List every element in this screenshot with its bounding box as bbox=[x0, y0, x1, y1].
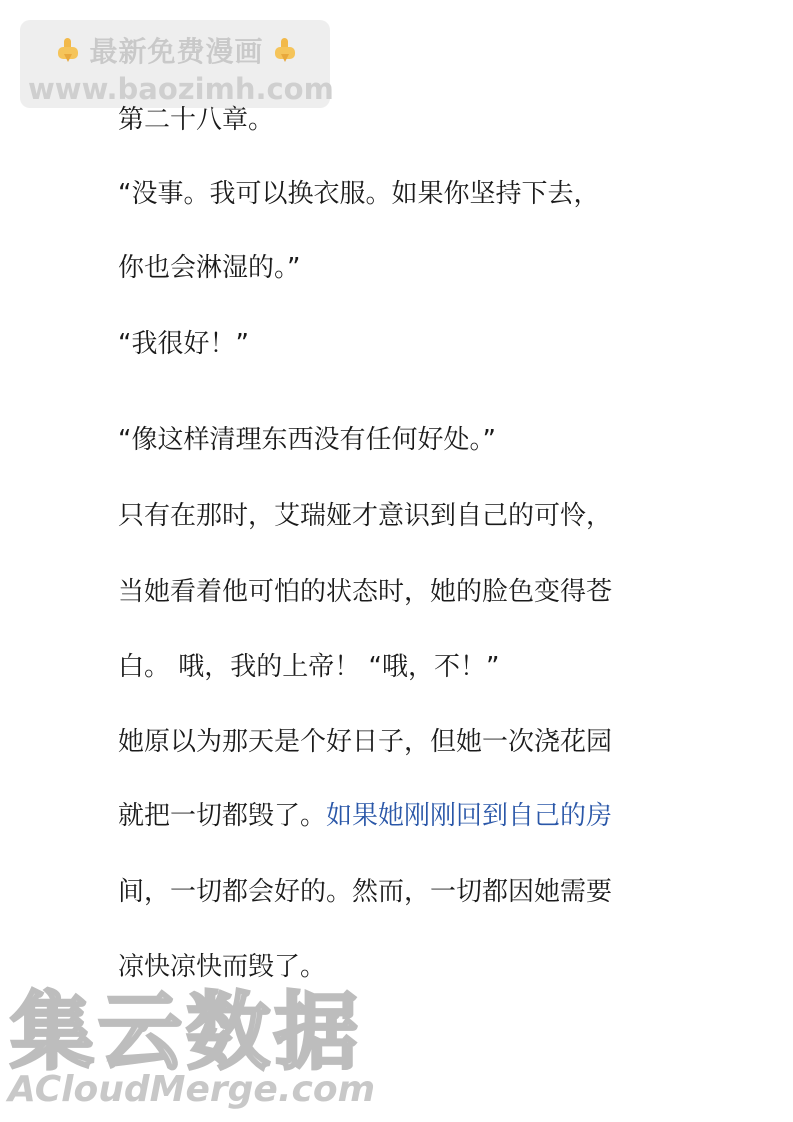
text-line: 只有在那时，艾瑞娅才意识到自己的可怜， bbox=[118, 501, 613, 531]
text-line: “没事。我可以换衣服。如果你坚持下去， bbox=[118, 179, 600, 209]
text-segment: 就把一切都毁了。 bbox=[118, 801, 327, 831]
text-line: “我很好！” bbox=[118, 329, 249, 359]
text-line: 她原以为那天是个好日子，但她一次浇花园 bbox=[118, 727, 613, 757]
text-line: 当她看着他可怕的状态时，她的脸色变得苍 bbox=[118, 577, 613, 607]
text-line-mixed bbox=[118, 799, 612, 833]
text-line: “像这样清理东西没有任何好处。” bbox=[118, 425, 496, 455]
watermark-logo-text: 集云数据 bbox=[10, 983, 363, 1081]
pointing-down-hand-icon bbox=[270, 35, 300, 65]
watermark-url: www.baozimh.com bbox=[28, 72, 334, 106]
watermark-title-row bbox=[34, 32, 319, 68]
watermark-logo-url: ACloudMerge.com bbox=[8, 1069, 376, 1110]
text-segment-highlight: 如果她刚刚回到自己的房 bbox=[326, 801, 613, 831]
watermark-badge bbox=[20, 20, 334, 108]
chapter-heading: 第二十八章。 bbox=[118, 105, 275, 135]
pointing-down-hand-icon bbox=[53, 35, 83, 65]
text-line: 间，一切都会好的。然而，一切都因她需要 bbox=[118, 877, 613, 907]
watermark-title: 最新免费漫画 bbox=[89, 35, 264, 68]
text-line: 白。 哦，我的上帝！ “哦，不！” bbox=[118, 652, 500, 682]
text-line: 凉快凉快而毁了。 bbox=[118, 952, 327, 982]
text-line: 你也会淋湿的。” bbox=[118, 253, 301, 283]
